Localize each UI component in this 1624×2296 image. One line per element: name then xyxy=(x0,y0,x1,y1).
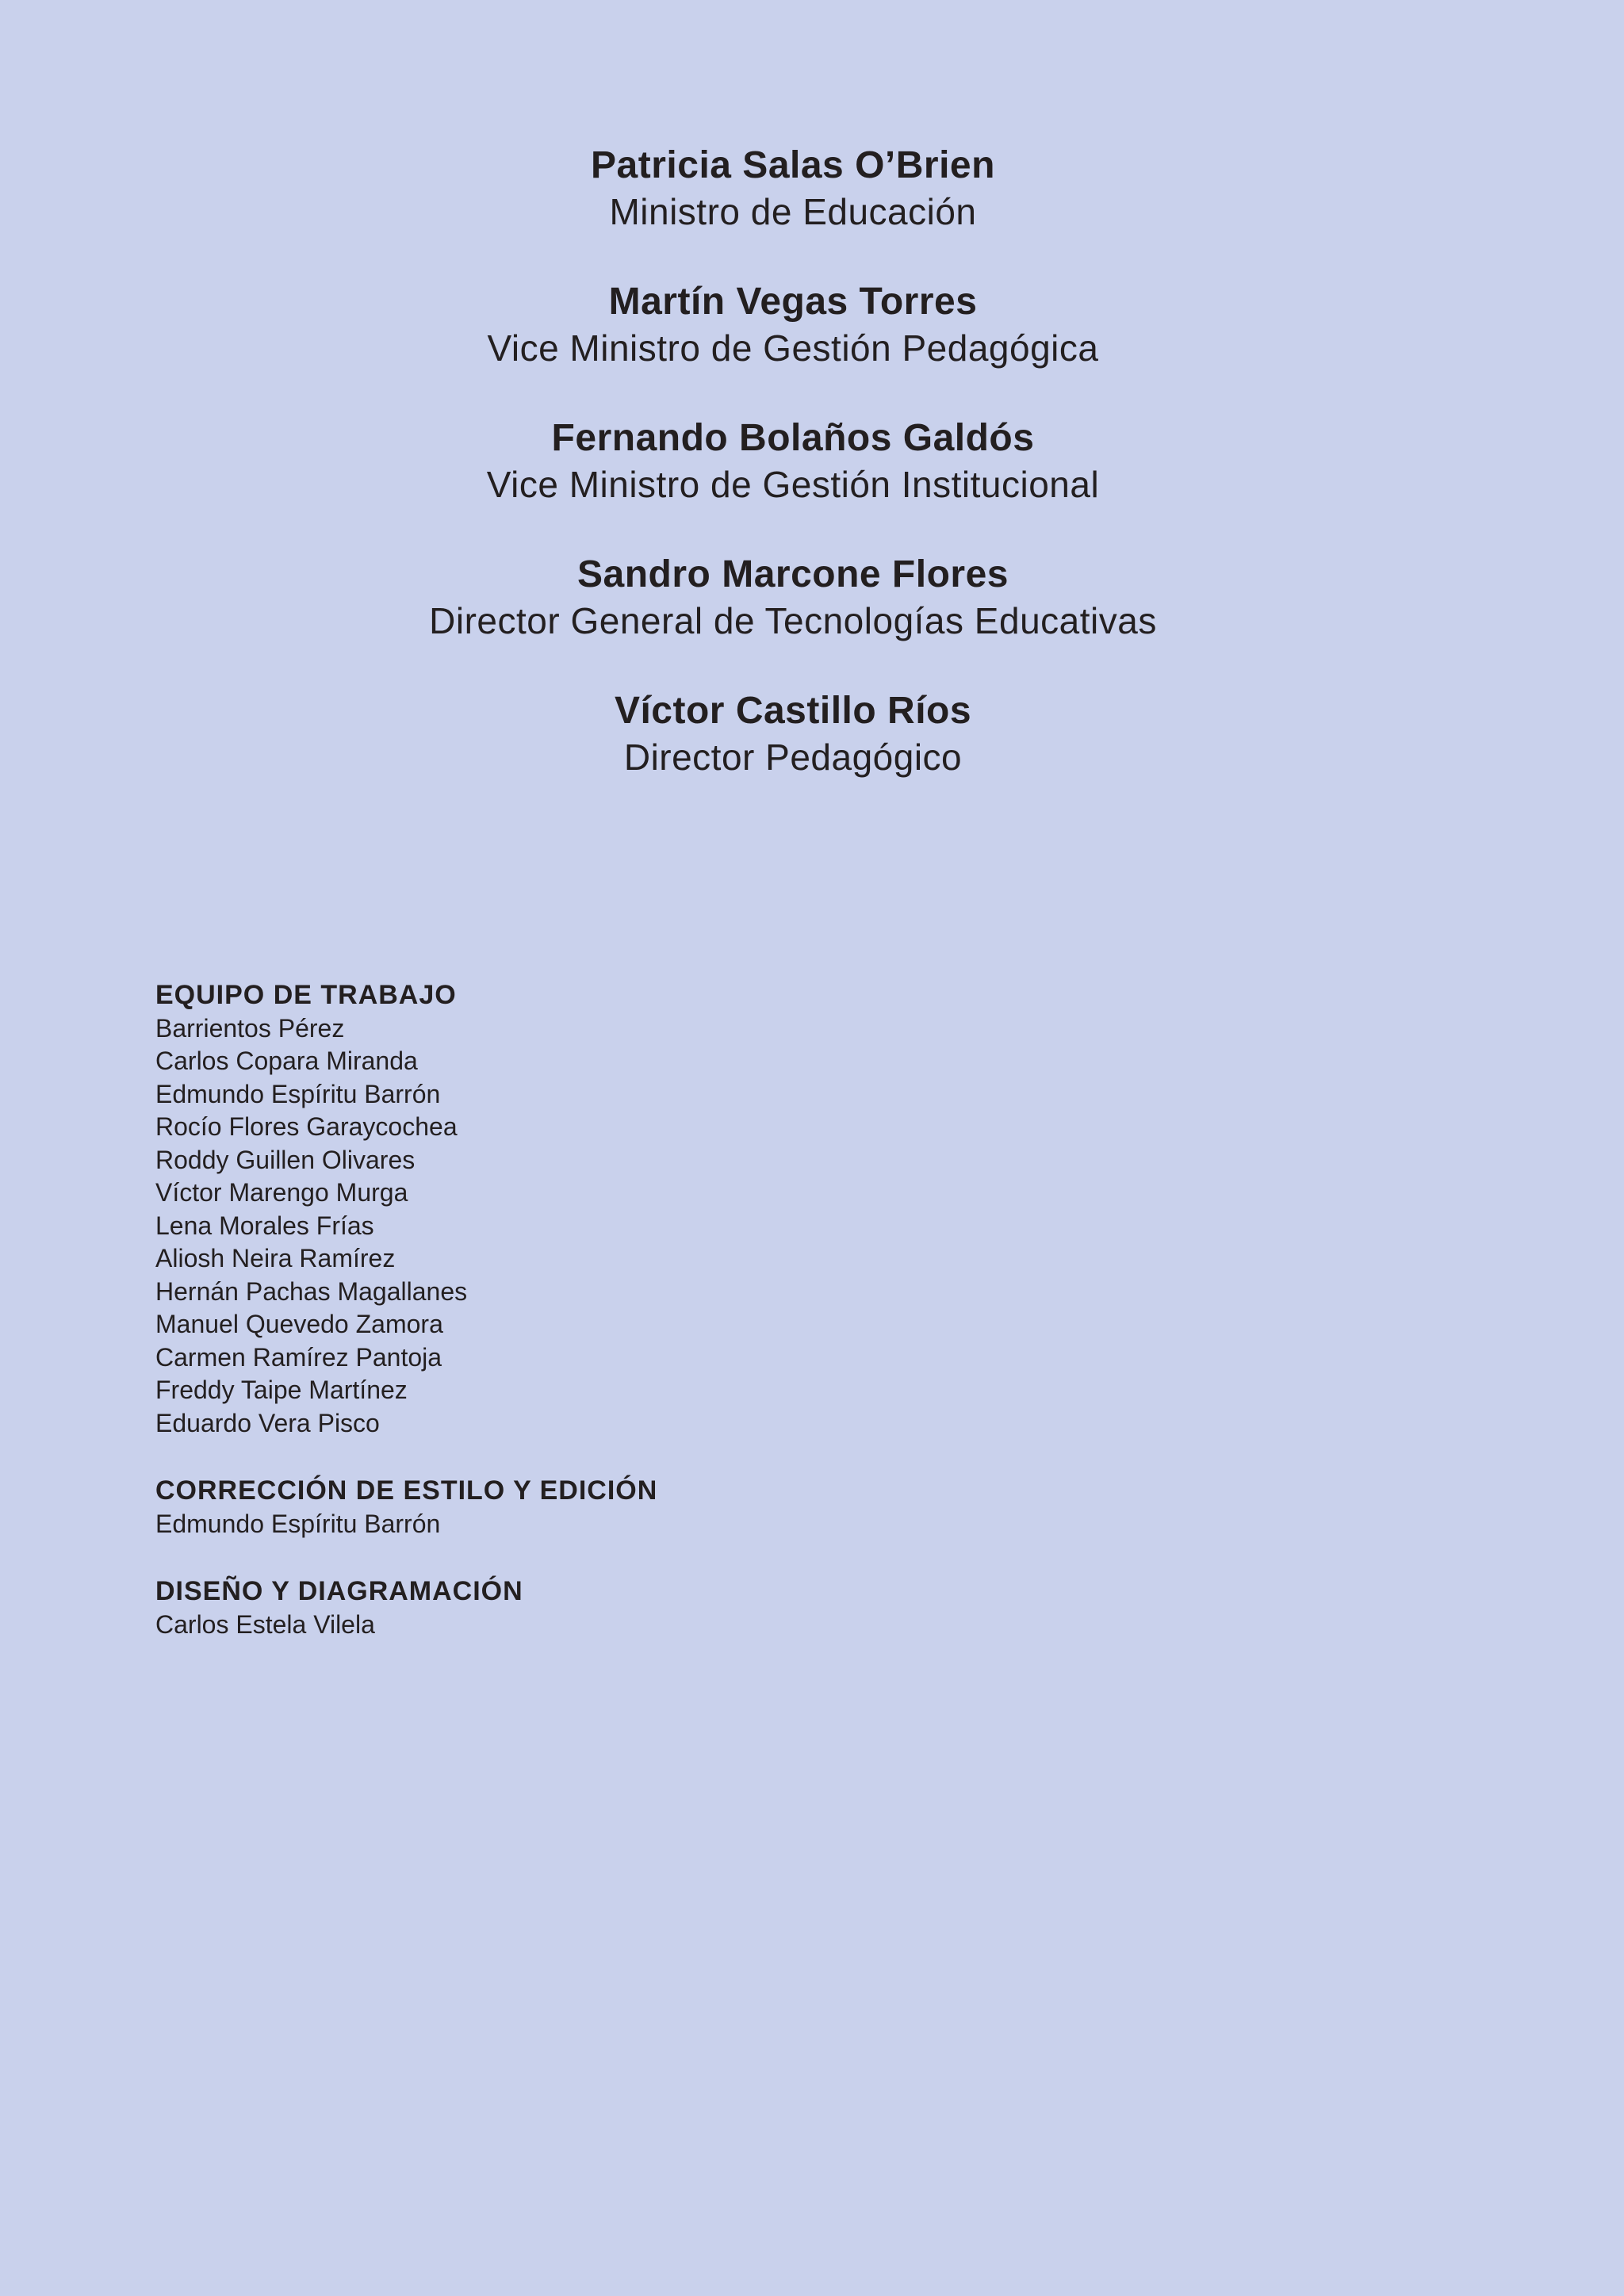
team-member: Barrientos Pérez xyxy=(155,1013,345,1043)
official-role: Director Pedagógico xyxy=(623,737,963,778)
official-vice-minister-pedagogical xyxy=(0,279,1586,371)
official-role: Ministro de Educación xyxy=(609,191,977,232)
team-member: Lena Morales Frías xyxy=(155,1211,374,1240)
official-director-technologies xyxy=(0,552,1586,644)
team-member: Rocío Flores Garaycochea xyxy=(155,1112,458,1141)
official-role: Director General de Tecnologías Educativas xyxy=(429,600,1157,641)
official-name: Sandro Marcone Flores xyxy=(577,553,1009,595)
official-name: Martín Vegas Torres xyxy=(608,281,978,323)
design-member: Carlos Estela Vilela xyxy=(155,1609,375,1639)
official-minister xyxy=(0,143,1586,235)
team-member: Freddy Taipe Martínez xyxy=(155,1376,408,1404)
team-member: Hernán Pachas Magallanes xyxy=(155,1276,468,1306)
team-member: Eduardo Vera Pisco xyxy=(155,1408,380,1437)
editing-heading: CORRECCIÓN DE ESTILO Y EDICIÓN xyxy=(155,1475,658,1506)
official-role: Vice Ministro de Gestión Institucional xyxy=(486,464,1100,505)
editing-member-list xyxy=(155,1508,1107,1541)
design-member-list xyxy=(155,1609,1107,1642)
officials-list xyxy=(0,143,1586,825)
official-name: Fernando Bolaños Galdós xyxy=(551,417,1035,459)
editing-section xyxy=(155,1475,1107,1540)
team-member: Víctor Marengo Murga xyxy=(155,1178,408,1207)
team-section xyxy=(155,979,1107,1440)
team-member: Roddy Guillen Olivares xyxy=(155,1145,416,1174)
team-member-list xyxy=(155,1012,1107,1441)
design-section xyxy=(155,1575,1107,1641)
team-member: Edmundo Espíritu Barrón xyxy=(155,1079,441,1108)
team-member: Carlos Copara Miranda xyxy=(155,1047,418,1075)
team-member: Carmen Ramírez Pantoja xyxy=(155,1342,442,1372)
design-heading: DISEÑO Y DIAGRAMACIÓN xyxy=(155,1576,523,1606)
official-name: Patricia Salas O’Brien xyxy=(591,144,995,186)
official-role: Vice Ministro de Gestión Pedagógica xyxy=(487,327,1099,369)
official-vice-minister-institutional xyxy=(0,415,1586,507)
official-name: Víctor Castillo Ríos xyxy=(614,690,972,732)
official-director-pedagogical xyxy=(0,688,1586,780)
credits xyxy=(155,979,1107,1676)
editing-member: Edmundo Espíritu Barrón xyxy=(155,1509,441,1538)
team-member: Manuel Quevedo Zamora xyxy=(155,1310,443,1338)
team-heading: EQUIPO DE TRABAJO xyxy=(155,980,457,1010)
team-member: Aliosh Neira Ramírez xyxy=(155,1244,396,1272)
